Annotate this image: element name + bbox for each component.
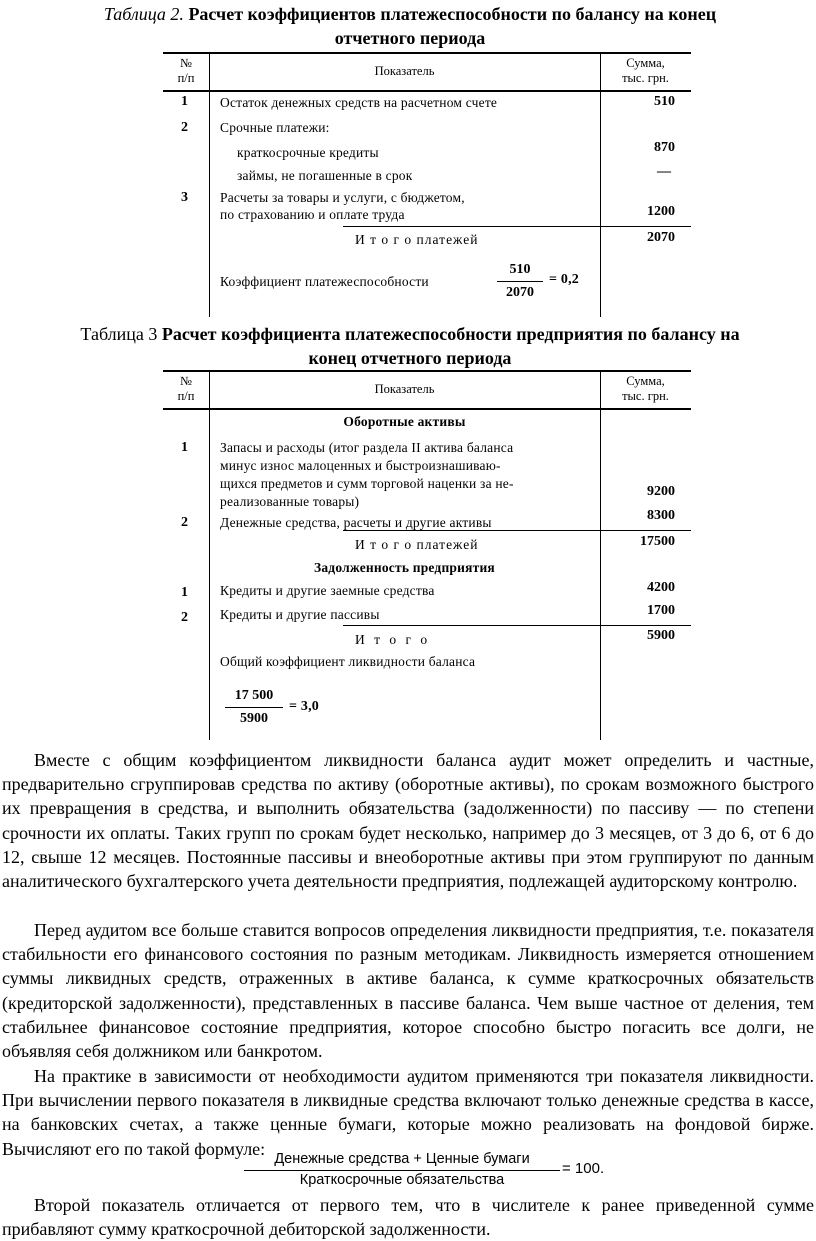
table2-row-num: 2 — [181, 120, 188, 135]
table2-header-rule — [163, 90, 691, 92]
table2-col-divider-1 — [209, 52, 210, 317]
table3-row-value: 9200 — [647, 484, 675, 499]
table3-top-rule — [163, 370, 691, 372]
table2-header-sum: Сумма, тыс. грн. — [622, 56, 669, 85]
table2-coef-denominator: 2070 — [506, 285, 534, 300]
table3-row-num: 1 — [181, 585, 188, 600]
table2-caption — [40, 2, 780, 26]
table3-row-value: 8300 — [647, 508, 675, 523]
table2-coef-label: Коэффициент платежеспособности — [220, 274, 429, 289]
table3-liquidity-label: Общий коэффициент ликвидности баланса — [220, 654, 476, 669]
body-paragraph-4: Второй показатель отличается от первого тем, что в числителе к ранее приведенной сумме прибавляют сумму краткосрочной дебиторской задолженности. — [2, 1195, 814, 1240]
table3-header-num: № п/п — [177, 374, 195, 403]
table3-liquidity-denominator: 5900 — [240, 711, 268, 726]
table3-row-label: Запасы и расходы (итог раздела II актива баланса — [220, 440, 514, 455]
table3-row-num: 2 — [181, 610, 188, 625]
body-paragraph-1: Вместе с общим коэффициентом ликвидности баланса аудит может определить и частные, предварительно сгруппировав средства по активу (оборотные активы), по срокам возможного быстрого их превращения в средства, и выполнить обязательства (задолженности) по пассиву — по степени срочности их оплаты. Таких групп по срокам будет несколько, например до 3 месяцев, от 3 до 6, от 6 до 12, свыше 12 месяцев. Постоянные пассивы и внеоборотные активы при этом группируют по данным аналитического бухгалтерского учета деятельности предприятия, подлежащей аудиторскому контролю. — [2, 750, 814, 892]
table2-caption-title: Расчет коэффициентов платежеспособности по балансу на конец — [188, 4, 717, 24]
table2-caption-title-line2: отчетного периода — [334, 28, 486, 48]
table2-header-indicator: Показатель — [374, 64, 435, 78]
body-paragraph-2: Перед аудитом все больше ставится вопросов определения ликвидности предприятия, т.е. показателя стабильности его финансового состояния по разным методикам. Ликвидность измеряется отношением суммы ликвидных средств, отраженных в активе баланса, к сумме краткосрочных обязательств (кредиторской задолженности), представленных в пассиве баланса. Чем выше частное от деления, тем стабильнее финансовое состояние предприятия, которое способно быстро погасить все долги, не объявляя себя должником или банкротом. — [2, 920, 814, 1062]
body-paragraph-3: На практике в зависимости от необходимости аудитом применяются три показателя ликвидности. При вычислении первого показателя в ликвидные средства включают только денежные средства в кассе, на банковских счетах, а также ценные бумаги, которые можно реализовать на фондовой бирже. Вычисляют его по такой формуле: — [2, 1066, 814, 1159]
table2-top-rule — [163, 52, 691, 54]
table2-row-label: Расчеты за товары и услуги, с бюджетом, — [220, 190, 465, 205]
table3-row-label: Кредиты и другие заемные средства — [220, 583, 435, 598]
table2-coef-result: = 0,2 — [549, 272, 579, 287]
table3-row-label: реализованные товары) — [220, 494, 360, 509]
formula-result: = 100. — [562, 1160, 605, 1177]
table2-row-label: по страхованию и оплате труда — [220, 207, 405, 222]
table3-header-rule — [163, 408, 691, 410]
table2-header-num: № п/п — [177, 56, 195, 85]
table3-total2-label: И т о г о — [355, 632, 431, 647]
table3-total2-rule — [343, 625, 691, 626]
table3-row-value: 1700 — [647, 603, 675, 618]
table3-row-label: щихся предметов и сумм торговой наценки за не- — [220, 476, 514, 491]
table2-row-value: 1200 — [647, 204, 675, 219]
table2-caption-line2 — [40, 26, 780, 50]
table2-col-divider-2 — [600, 52, 601, 317]
table3-liquidity-numerator: 17 500 — [234, 688, 274, 703]
table2-row-label: займы, не погашенные в срок — [237, 168, 413, 183]
table3-caption-line2 — [40, 346, 780, 370]
table2-total-value: 2070 — [647, 230, 675, 245]
table3-row-num: 1 — [181, 440, 188, 455]
table3-row-label: Кредиты и другие пассивы — [220, 607, 380, 622]
table3-total1-label: И т о г о платежей — [355, 537, 479, 552]
table2-caption-prefix: Таблица 2. — [103, 4, 184, 24]
table3-header-sum: Сумма, тыс. грн. — [622, 374, 669, 403]
table2-row-value: 510 — [654, 94, 675, 109]
table3-row-label: минус износ малоценных и быстроизнашиваю- — [220, 458, 501, 473]
table2-row-label: краткосрочные кредиты — [237, 145, 379, 160]
table2-row-num: 1 — [181, 94, 188, 109]
table3-row-label: Денежные средства, расчеты и другие активы — [220, 515, 492, 530]
table3 — [163, 370, 691, 740]
table3-caption — [40, 322, 780, 346]
table3-liquidity-result: = 3,0 — [289, 699, 319, 714]
table2-row-value: 870 — [654, 140, 675, 155]
table3-row-num: 2 — [181, 515, 188, 530]
table3-col-divider-2 — [600, 370, 601, 740]
table2-row-value: — — [657, 164, 671, 179]
table3-section-debt: Задолженность предприятия — [314, 560, 495, 575]
table2-coef-numerator: 510 — [509, 262, 531, 277]
table3-row-value: 4200 — [647, 580, 675, 595]
table2-row-num: 3 — [181, 190, 188, 205]
table2-total-label: И т о г о платежей — [355, 232, 479, 247]
table2-row-label: Срочные платежи: — [220, 120, 330, 135]
table3-caption-title: Расчет коэффициента платежеспособности предприятия по балансу на — [161, 324, 740, 344]
table2-coef-fraction-line — [497, 281, 543, 282]
table3-caption-title-line2: конец отчетного периода — [308, 348, 512, 368]
table3-total2-value: 5900 — [647, 628, 675, 643]
formula-numerator: Денежные средства + Ценные бумаги — [274, 1151, 530, 1167]
table3-liquidity-fraction-line — [225, 707, 283, 708]
table3-section-current-assets: Оборотные активы — [343, 414, 466, 429]
table3-header-indicator: Показатель — [374, 382, 435, 396]
table3-total1-value: 17500 — [640, 534, 675, 549]
formula-denominator: Краткосрочные обязательства — [299, 1172, 505, 1188]
table2 — [163, 52, 691, 317]
table3-caption-prefix: Таблица 3 — [80, 324, 158, 344]
table2-total-rule — [343, 226, 691, 227]
table2-row-label: Остаток денежных средств на расчетном счете — [220, 95, 498, 110]
